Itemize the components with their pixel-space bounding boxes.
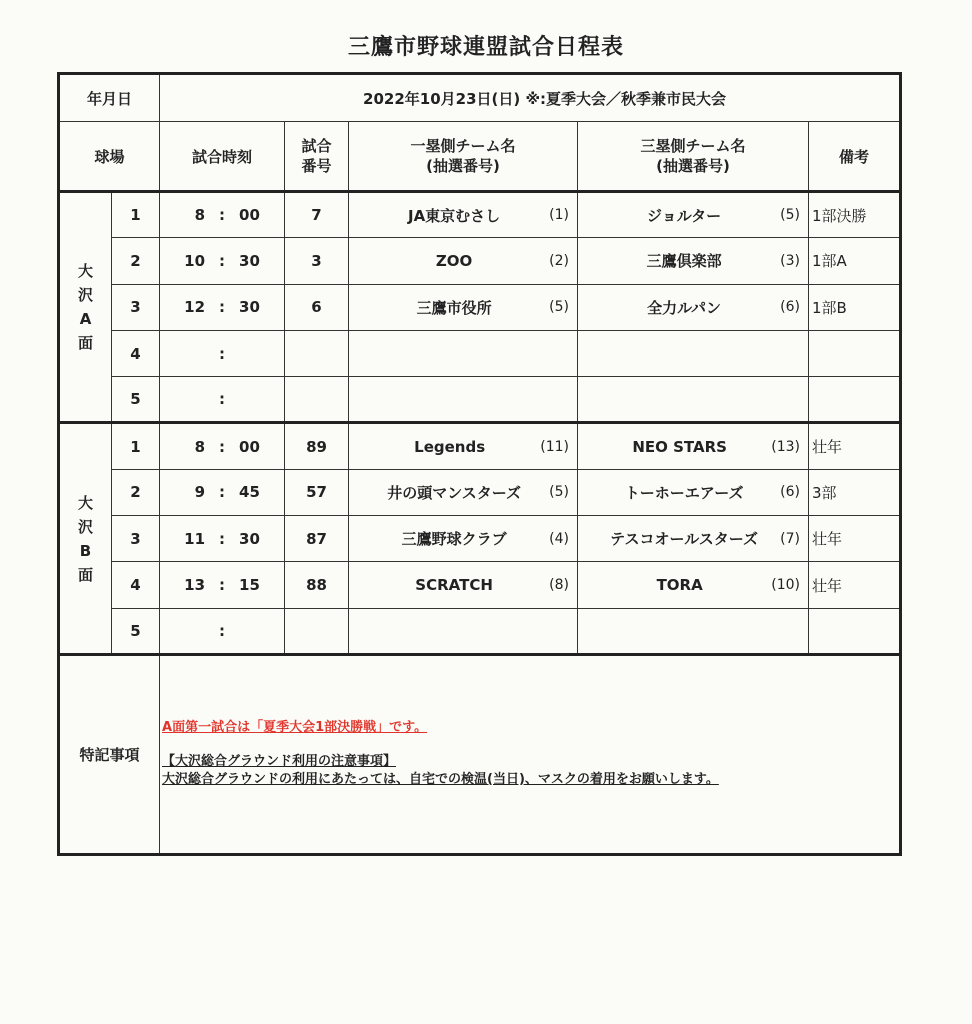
match-hour <box>175 390 205 408</box>
match-note <box>809 330 901 376</box>
schedule-table <box>57 72 902 856</box>
first-base-team <box>349 469 578 515</box>
match-number: 6 <box>285 284 349 330</box>
venue-name-char: 面 <box>77 565 93 584</box>
third-base-team-name: NEO STARS <box>632 437 727 456</box>
match-number: 89 <box>285 423 349 469</box>
match-seq: 3 <box>112 516 160 562</box>
third-base-draw-number: (6) <box>780 484 801 501</box>
third-base-team-name: トーホーエアーズ <box>624 483 744 502</box>
first-base-team <box>349 377 578 423</box>
match-minute: 15 <box>239 576 260 595</box>
first-base-team-name: 井の頭マンスターズ <box>387 483 521 502</box>
match-note <box>809 608 901 654</box>
match-hour: 12 <box>184 298 206 317</box>
match-row <box>59 516 901 562</box>
third-base-team <box>578 469 809 515</box>
date-value: 2022年10月23日(日) ※:夏季大会／秋季兼市民大会 <box>160 74 901 122</box>
match-number: 57 <box>285 469 349 515</box>
first-base-team-name: ZOO <box>435 251 473 270</box>
column-header-row <box>59 122 901 192</box>
first-base-draw-number: (5) <box>549 484 570 501</box>
first-base-draw-number: (2) <box>549 252 570 269</box>
third-base-draw-number: (13) <box>771 438 801 455</box>
notice-body: 大沢総合グラウンドの利用にあたっては、自宅での検温(当日)、マスクの着用をお願いします。 <box>162 771 719 787</box>
match-time <box>160 516 285 562</box>
match-number: 3 <box>285 238 349 284</box>
match-minute: 30 <box>239 298 260 317</box>
match-row <box>59 469 901 515</box>
match-note: 1部A <box>809 238 901 284</box>
third-base-team-name: 全力ルパン <box>647 298 722 317</box>
match-seq: 1 <box>112 192 160 238</box>
third-base-team <box>578 423 809 469</box>
match-seq: 2 <box>112 238 160 284</box>
third-base-draw-number: (5) <box>780 207 801 224</box>
first-base-team-name: 三鷹市役所 <box>416 298 492 317</box>
col-match-no-line2: 番号 <box>301 157 332 175</box>
first-base-team <box>349 562 578 608</box>
match-minute <box>239 390 269 408</box>
match-note: 1部B <box>809 284 901 330</box>
match-time <box>160 608 285 654</box>
first-base-draw-number: (5) <box>549 299 570 316</box>
first-base-team <box>349 284 578 330</box>
first-base-team <box>349 192 578 238</box>
match-seq: 2 <box>112 469 160 515</box>
third-base-team-name: ジョルター <box>647 206 722 225</box>
match-seq: 4 <box>112 330 160 376</box>
match-hour: 10 <box>184 251 206 270</box>
match-time <box>160 562 285 608</box>
time-colon: : <box>219 621 226 640</box>
third-base-team <box>578 330 809 376</box>
match-row <box>59 608 901 654</box>
time-colon: : <box>219 437 226 456</box>
match-row <box>59 377 901 423</box>
time-colon: : <box>219 390 226 409</box>
venue-name-char: 沢 <box>77 286 93 305</box>
match-hour <box>175 622 205 640</box>
col-first-base-line2: (抽選番号) <box>426 157 500 175</box>
venue-name-char: 面 <box>77 334 93 353</box>
first-base-team <box>349 330 578 376</box>
third-base-team <box>578 562 809 608</box>
venue-name-char: A <box>79 310 92 329</box>
third-base-team <box>578 377 809 423</box>
match-row <box>59 330 901 376</box>
first-base-draw-number: (11) <box>540 438 570 455</box>
match-minute: 00 <box>239 437 260 456</box>
third-base-team <box>578 608 809 654</box>
match-seq: 1 <box>112 423 160 469</box>
time-colon: : <box>219 344 226 363</box>
col-notes: 備考 <box>809 122 901 192</box>
col-match-no-line1: 試合 <box>301 137 332 155</box>
match-hour: 11 <box>184 529 206 548</box>
venue-name <box>59 423 112 654</box>
col-first-base <box>349 122 578 192</box>
match-time <box>160 423 285 469</box>
match-time <box>160 330 285 376</box>
match-number: 7 <box>285 192 349 238</box>
special-highlight: A面第一試合は「夏季大会1部決勝戦」です。 <box>162 719 428 735</box>
venue-name-char: B <box>79 541 92 560</box>
match-time <box>160 284 285 330</box>
col-venue: 球場 <box>59 122 160 192</box>
match-note: 1部決勝 <box>809 192 901 238</box>
match-hour: 9 <box>194 483 206 502</box>
match-seq: 3 <box>112 284 160 330</box>
match-minute <box>239 345 269 363</box>
third-base-team <box>578 516 809 562</box>
match-seq: 5 <box>112 377 160 423</box>
first-base-draw-number: (4) <box>549 530 570 547</box>
match-note: 壮年 <box>809 516 901 562</box>
venue-name-char: 大 <box>77 493 93 512</box>
first-base-team <box>349 516 578 562</box>
match-time <box>160 469 285 515</box>
date-label: 年月日 <box>59 74 160 122</box>
time-colon: : <box>219 483 226 502</box>
special-notes-label: 特記事項 <box>59 654 160 854</box>
time-colon: : <box>219 251 226 270</box>
first-base-team <box>349 238 578 284</box>
first-base-team-name: Legends <box>414 437 486 456</box>
match-hour: 13 <box>184 576 206 595</box>
third-base-team <box>578 192 809 238</box>
time-colon: : <box>219 206 226 225</box>
first-base-team-name: SCRATCH <box>415 576 493 595</box>
match-time <box>160 238 285 284</box>
match-time <box>160 377 285 423</box>
match-note: 3部 <box>809 469 901 515</box>
match-hour <box>175 345 205 363</box>
match-minute: 00 <box>239 206 260 225</box>
match-note: 壮年 <box>809 423 901 469</box>
match-row <box>59 562 901 608</box>
match-row <box>59 284 901 330</box>
third-base-team-name: 三鷹倶楽部 <box>646 252 722 271</box>
first-base-team-name: JA東京むさし <box>407 206 501 225</box>
match-row <box>59 423 901 469</box>
third-base-draw-number: (3) <box>780 252 801 269</box>
match-hour: 8 <box>194 437 206 456</box>
time-colon: : <box>219 529 226 548</box>
third-base-draw-number: (6) <box>780 299 801 316</box>
notice-title: 【大沢総合グラウンド利用の注意事項】 <box>162 753 397 769</box>
match-time <box>160 192 285 238</box>
match-number: 88 <box>285 562 349 608</box>
col-third-base <box>578 122 809 192</box>
first-base-draw-number: (8) <box>549 577 570 594</box>
match-minute: 30 <box>239 251 260 270</box>
match-minute <box>239 622 269 640</box>
match-number <box>285 330 349 376</box>
date-row <box>59 74 901 122</box>
third-base-team-name: TORA <box>656 576 703 595</box>
first-base-team-name: 三鷹野球クラブ <box>401 530 507 549</box>
time-colon: : <box>219 298 226 317</box>
third-base-team <box>578 238 809 284</box>
match-minute: 30 <box>239 529 260 548</box>
col-third-base-line2: (抽選番号) <box>656 157 730 175</box>
match-number: 87 <box>285 516 349 562</box>
col-match-no <box>285 122 349 192</box>
third-base-draw-number: (10) <box>771 577 801 594</box>
match-number <box>285 377 349 423</box>
match-note: 壮年 <box>809 562 901 608</box>
time-colon: : <box>219 576 226 595</box>
third-base-draw-number: (7) <box>780 530 801 547</box>
match-row <box>59 192 901 238</box>
venue-name <box>59 192 112 423</box>
special-notes-body <box>160 654 901 854</box>
match-seq: 5 <box>112 608 160 654</box>
col-time: 試合時刻 <box>160 122 285 192</box>
special-notes-row <box>59 654 901 854</box>
third-base-team-name: テスコオールスターズ <box>610 530 759 549</box>
col-first-base-line1: 一塁側チーム名 <box>410 137 516 155</box>
match-hour: 8 <box>194 206 206 225</box>
match-note <box>809 377 901 423</box>
document-title: 三鷹市野球連盟試合日程表 <box>347 35 624 60</box>
third-base-team <box>578 284 809 330</box>
match-row <box>59 238 901 284</box>
first-base-draw-number: (1) <box>549 207 570 224</box>
first-base-team <box>349 608 578 654</box>
venue-name-char: 大 <box>77 262 93 281</box>
col-third-base-line1: 三塁側チーム名 <box>640 137 746 155</box>
match-number <box>285 608 349 654</box>
match-minute: 45 <box>239 483 260 502</box>
first-base-team <box>349 423 578 469</box>
venue-name-char: 沢 <box>77 517 93 536</box>
match-seq: 4 <box>112 562 160 608</box>
